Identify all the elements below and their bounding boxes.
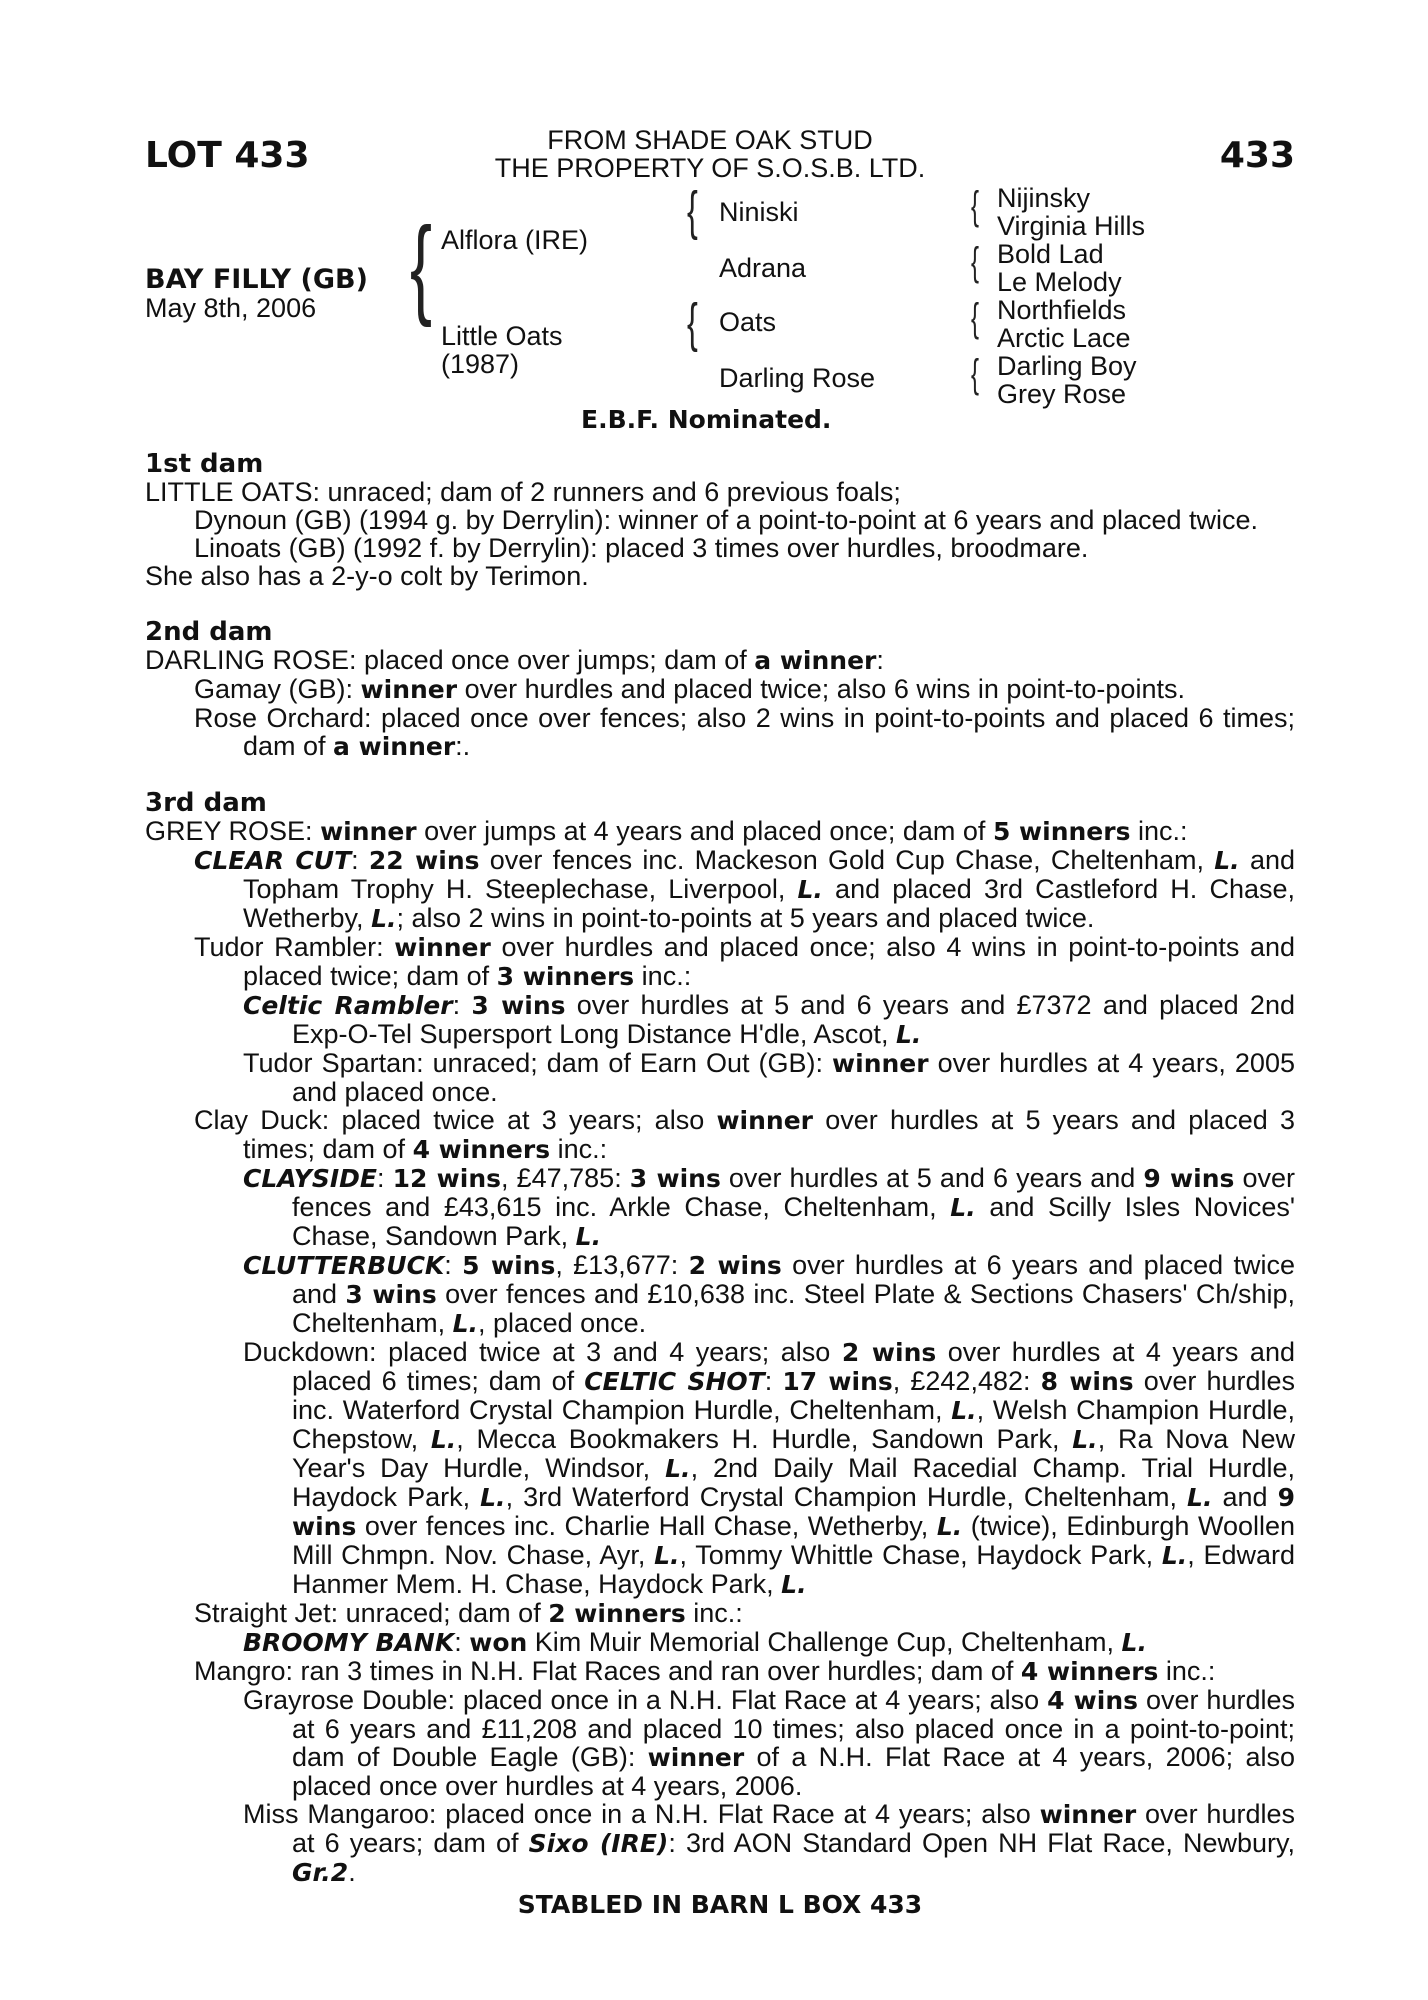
text-bold-italic: L.	[1214, 846, 1240, 875]
pedigree-dam-year: (1987)	[441, 349, 520, 379]
vendor-line-1: FROM SHADE OAK STUD	[547, 125, 873, 155]
produce-record	[145, 704, 1295, 761]
produce-record	[145, 1599, 1295, 1628]
text: :	[377, 1163, 393, 1193]
text-bold-italic: CLEAR CUT	[194, 846, 352, 875]
text: , placed once.	[478, 1308, 647, 1338]
pedigree-brace: {	[971, 352, 980, 396]
text-bold: 22 wins	[368, 846, 480, 875]
text-bold: winner	[716, 1106, 813, 1135]
text-bold-italic: L.	[665, 1454, 691, 1483]
text-bold: winner	[647, 1743, 745, 1772]
vendor-line-2: THE PROPERTY OF S.O.S.B. LTD.	[494, 153, 926, 183]
text-bold-italic: L.	[1187, 1483, 1213, 1512]
text: GREY ROSE:	[145, 816, 321, 846]
text: , 3rd Waterford Crystal Champion Hurdle, Cheltenham,	[505, 1482, 1188, 1512]
text-bold: 3 winners	[496, 962, 635, 991]
text-bold: winner	[320, 817, 417, 846]
lot-label: LOT 433	[145, 135, 310, 176]
produce-record	[145, 1251, 1295, 1338]
text-bold: a winner	[754, 646, 877, 675]
produce-record	[145, 1686, 1295, 1800]
produce-note: She also has a 2-y-o colt by Terimon.	[145, 561, 589, 591]
text: , 2nd Daily Mail Racedial Champ. Trial Hurdle, Haydock Park,	[292, 1453, 1295, 1512]
text: and placed 3rd Castleford H. Chase, Wetherby,	[243, 874, 1295, 933]
pedigree-sire-sire: Niniski	[719, 197, 799, 227]
text: over hurdles at 6 years; dam of	[292, 1799, 1295, 1858]
text: , Mecca Bookmakers H. Hurdle, Sandown Park,	[456, 1424, 1073, 1454]
text-bold-italic: CLUTTERBUCK	[243, 1251, 445, 1280]
text-bold: 5 winners	[992, 817, 1131, 846]
dam-line	[145, 817, 1295, 846]
produce-record	[145, 675, 1295, 704]
text: : 3rd AON Standard Open NH Flat Race, Newbury,	[668, 1828, 1296, 1858]
text-bold: 3 wins	[345, 1280, 437, 1309]
produce-record: Linoats (GB) (1992 f. by Derrylin): placed 3 times over hurdles, broodmare.	[194, 533, 1089, 563]
text: over hurdles at 5 and 6 years and	[720, 1163, 1144, 1193]
pedigree-sd-sire: Bold Lad	[997, 239, 1104, 269]
text: .	[348, 1857, 356, 1887]
text-bold: 4 winners	[1020, 1657, 1159, 1686]
text: and Scilly Isles Novices' Chase, Sandown Park,	[292, 1192, 1295, 1251]
lot-header	[145, 120, 1295, 450]
text: :	[452, 990, 472, 1020]
text: Grayrose Double: placed once in a N.H. Flat Race at 4 years; also	[243, 1685, 1048, 1715]
text-bold: a winner	[333, 732, 456, 761]
text: Straight Jet: unraced; dam of	[194, 1598, 549, 1628]
text-bold: winner	[832, 1049, 929, 1078]
produce-record	[145, 1657, 1295, 1686]
text: over hurdles at 4 years and placed 6 times; dam of	[292, 1337, 1295, 1396]
text: inc.:	[1158, 1656, 1216, 1686]
text-bold-italic: L.	[950, 1193, 976, 1222]
text-bold: 4 wins	[1047, 1686, 1139, 1715]
text: Rose Orchard: placed once over fences; also 2 wins in point-to-points and placed 6 times; dam of	[194, 703, 1295, 761]
text-bold: 17 wins	[782, 1367, 893, 1396]
ebf-nomination: E.B.F. Nominated.	[581, 405, 832, 434]
text-bold-italic: L.	[1121, 1628, 1147, 1657]
text: over hurdles at 5 years and placed 3 times; dam of	[243, 1105, 1295, 1164]
text: over hurdles at 5 and 6 years and £7372 and placed 2nd Exp-O-Tel Supersport Long Distance H'dle, Ascot,	[292, 990, 1295, 1049]
text: Tudor Spartan: unraced; dam of Earn Out (GB):	[243, 1048, 833, 1078]
text: over fences and £43,615 inc. Arkle Chase, Cheltenham,	[292, 1163, 1295, 1222]
text: Kim Muir Memorial Challenge Cup, Cheltenham,	[527, 1627, 1122, 1657]
text-bold: 5 wins	[462, 1251, 556, 1280]
produce-record: Dynoun (GB) (1994 g. by Derrylin): winner of a point-to-point at 6 years and placed twice.	[194, 505, 1259, 535]
text: over fences inc. Mackeson Gold Cup Chase, Cheltenham,	[479, 845, 1215, 875]
text: Gamay (GB):	[194, 674, 361, 704]
pedigree-brace: {	[971, 240, 980, 284]
pedigree-dd-dam: Grey Rose	[997, 379, 1127, 409]
pedigree-dd-sire: Darling Boy	[997, 351, 1137, 381]
text: DARLING ROSE: placed once over jumps; dam of	[145, 645, 755, 675]
text: , £242,482:	[892, 1366, 1041, 1396]
produce-record	[145, 933, 1295, 991]
text-bold: won	[469, 1628, 528, 1657]
text-bold: 8 wins	[1040, 1367, 1134, 1396]
text: over hurdles and placed once; also 4 wins in point-to-points and placed twice; dam of	[243, 932, 1295, 991]
text-bold-italic: L.	[575, 1222, 602, 1251]
text-bold-italic: L.	[781, 1570, 807, 1599]
text: inc.:	[550, 1134, 608, 1164]
text: , £47,785:	[501, 1163, 630, 1193]
text-bold: winner	[1039, 1800, 1137, 1829]
text: Mangro: ran 3 times in N.H. Flat Races and ran over hurdles; dam of	[194, 1656, 1021, 1686]
text-bold: 9 wins	[1143, 1164, 1235, 1193]
text: over hurdles and placed twice; also 6 wins in point-to-points.	[457, 674, 1185, 704]
text-bold-italic: L.	[371, 904, 397, 933]
text-bold-italic: L.	[430, 1425, 457, 1454]
text-bold: winner	[360, 675, 458, 704]
vendor-info	[395, 126, 1025, 182]
text-bold: 12 wins	[392, 1164, 502, 1193]
text-bold-italic: L.	[654, 1541, 680, 1570]
text: of a N.H. Flat Race at 4 years, 2006; also placed once over hurdles at 4 years, 2006.	[292, 1742, 1295, 1801]
produce-record	[145, 1164, 1295, 1251]
pedigree-ss-sire: Nijinsky	[997, 183, 1091, 213]
text-bold-italic: CELTIC SHOT	[584, 1367, 765, 1396]
pedigree-sire: Alflora (IRE)	[441, 225, 589, 255]
text-bold: 9 wins	[292, 1483, 1295, 1541]
text-bold-italic: Celtic Rambler	[243, 991, 453, 1020]
text: :	[444, 1250, 463, 1280]
second-dam-section	[145, 618, 1295, 761]
pedigree-brace: {	[410, 205, 433, 328]
produce-record	[145, 1338, 1295, 1599]
text: over hurdles at 6 years and £11,208 and placed 10 times; also placed once in a point-to-point; dam of Double Eagle (GB):	[292, 1685, 1295, 1772]
pedigree-dam-dam: Darling Rose	[719, 363, 876, 393]
text-bold-italic: L.	[797, 875, 823, 904]
text-bold: 3 wins	[471, 991, 566, 1020]
text: , Tommy Whittle Chase, Haydock Park,	[679, 1540, 1162, 1570]
produce-record	[145, 1800, 1295, 1887]
text: and	[1212, 1482, 1278, 1512]
text-bold: 2 wins	[841, 1338, 937, 1367]
section-heading: 3rd dam	[145, 788, 267, 818]
text: inc.:	[634, 961, 692, 991]
pedigree-brace: {	[971, 296, 980, 340]
text-bold: 2 wins	[688, 1251, 782, 1280]
third-dam-section	[145, 789, 1295, 1887]
text: , Welsh Champion Hurdle, Chepstow,	[292, 1395, 1295, 1454]
text: :.	[455, 731, 471, 761]
pedigree-dam: Little Oats	[441, 321, 563, 351]
text: inc.:	[1130, 816, 1188, 846]
section-heading: 1st dam	[145, 449, 264, 479]
pedigree-ds-sire: Northfields	[997, 295, 1127, 325]
text-bold-italic: L.	[936, 1512, 963, 1541]
pedigree-sd-dam: Le Melody	[997, 267, 1122, 297]
pedigree-brace: {	[971, 184, 980, 228]
text-bold: 4 winners	[412, 1135, 551, 1164]
produce-record	[145, 1106, 1295, 1164]
text: and Topham Trophy H. Steeplechase, Liverpool,	[243, 845, 1296, 904]
text: over hurdles inc. Waterford Crystal Champion Hurdle, Cheltenham,	[292, 1366, 1295, 1425]
stabling-info: STABLED IN BARN L BOX 433	[517, 1890, 923, 1919]
first-dam-section	[145, 450, 1295, 590]
pedigree-dam-sire: Oats	[719, 307, 777, 337]
text-bold: 3 wins	[629, 1164, 721, 1193]
text-bold-italic: L.	[1161, 1541, 1188, 1570]
dam-line: LITTLE OATS: unraced; dam of 2 runners and 6 previous foals;	[145, 477, 901, 507]
text-bold-italic: CLAYSIDE	[243, 1164, 377, 1193]
produce-record	[145, 991, 1295, 1049]
text: Clay Duck: placed twice at 3 years; also	[194, 1105, 717, 1135]
text: ; also 2 wins in point-to-points at 5 years and placed twice.	[396, 903, 1095, 933]
pedigree-brace: {	[687, 181, 698, 241]
text: Miss Mangaroo: placed once in a N.H. Flat Race at 4 years; also	[243, 1799, 1040, 1829]
text-bold-italic: L.	[951, 1396, 977, 1425]
pedigree-ds-dam: Arctic Lace	[997, 323, 1131, 353]
pedigree-ss-dam: Virginia Hills	[997, 211, 1146, 241]
text: inc.:	[685, 1598, 743, 1628]
text: :	[764, 1366, 783, 1396]
produce-record	[145, 1049, 1295, 1106]
text-bold-italic: BROOMY BANK	[243, 1628, 455, 1657]
text: , £13,677:	[555, 1250, 689, 1280]
pedigree-brace: {	[687, 293, 698, 353]
horse-description: BAY FILLY (GB)	[145, 264, 368, 295]
text: , Ra Nova New Year's Day Hurdle, Windsor,	[292, 1424, 1295, 1483]
text: Duckdown: placed twice at 3 and 4 years; also	[243, 1337, 842, 1367]
lot-number: 433	[1219, 135, 1295, 176]
text-bold: winner	[394, 933, 491, 962]
text: over hurdles at 4 years, 2005 and placed once.	[292, 1048, 1295, 1107]
text-bold-italic: L.	[1072, 1425, 1098, 1454]
text: :	[351, 845, 369, 875]
text: over hurdles at 6 years and placed twice and	[292, 1250, 1295, 1309]
produce-record	[145, 1628, 1295, 1657]
text: , Edward Hanmer Mem. H. Chase, Haydock Park,	[292, 1540, 1295, 1599]
text: over fences inc. Charlie Hall Chase, Wetherby,	[356, 1511, 937, 1541]
text: over jumps at 4 years and placed once; dam of	[416, 816, 993, 846]
produce-record	[145, 846, 1295, 933]
text-bold: 2 winners	[548, 1599, 686, 1628]
pedigree-sire-dam: Adrana	[719, 253, 807, 283]
text: over fences and £10,638 inc. Steel Plate & Sections Chasers' Ch/ship, Cheltenham,	[292, 1279, 1295, 1338]
text-bold-italic: L.	[452, 1309, 479, 1338]
birth-date: May 8th, 2006	[145, 293, 317, 323]
text-bold-italic: L.	[480, 1483, 506, 1512]
text: :	[876, 645, 884, 675]
text-bold-italic: Gr.2	[292, 1858, 349, 1887]
text-bold-italic: L.	[895, 1020, 922, 1049]
catalogue-page	[145, 120, 1295, 1919]
text: Tudor Rambler:	[194, 932, 395, 962]
text: (twice), Edinburgh Woollen Mill Chmpn. Nov. Chase, Ayr,	[292, 1511, 1296, 1570]
section-heading: 2nd dam	[145, 617, 273, 647]
text-bold-italic: Sixo (IRE)	[528, 1829, 669, 1858]
dam-line	[145, 646, 1295, 675]
text: :	[454, 1627, 470, 1657]
